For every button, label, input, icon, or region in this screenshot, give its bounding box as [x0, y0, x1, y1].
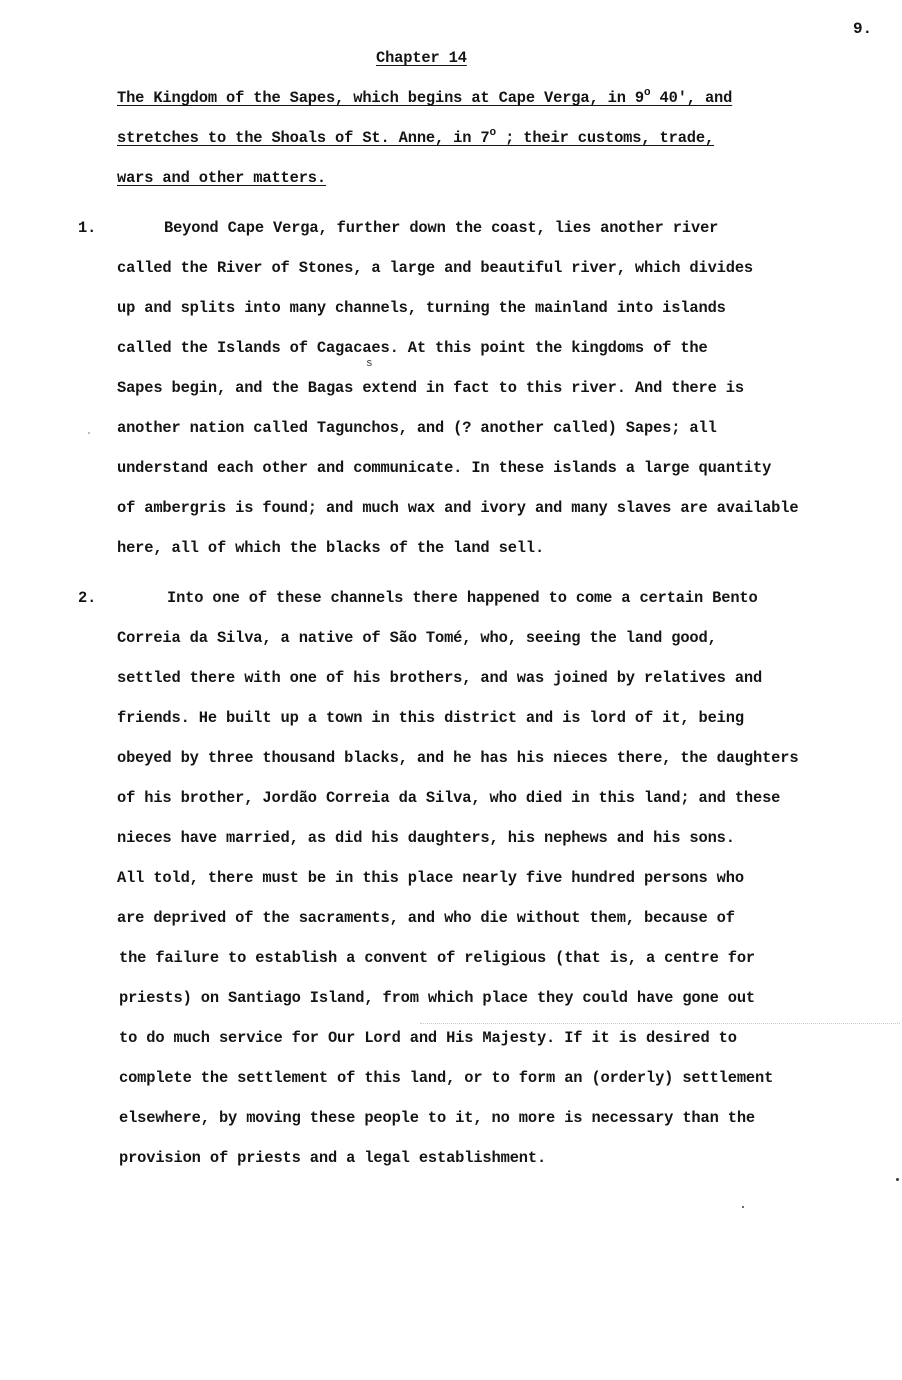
paragraph-line: Beyond Cape Verga, further down the coast, lies another river — [164, 219, 719, 237]
paragraph-line: another nation called Tagunchos, and (? another called) Sapes; all — [117, 419, 717, 437]
paragraph-line: called the River of Stones, a large and beautiful river, which divides — [117, 259, 754, 277]
paragraph-line: priests) on Santiago Island, from which place they could have gone out — [119, 989, 756, 1007]
paragraph-line: complete the settlement of this land, or to form an (orderly) settlement — [119, 1069, 774, 1087]
paragraph-line: obeyed by three thousand blacks, and he has his nieces there, the daughters — [117, 749, 799, 767]
chapter-title: Chapter 14 — [376, 49, 467, 67]
chapter-heading-line-1: The Kingdom of the Sapes, which begins at Cape Verga, in 9$^o$ 40', and — [117, 87, 733, 107]
paragraph-line: the failure to establish a convent of religious (that is, a centre for — [119, 949, 756, 967]
paragraph-line: to do much service for Our Lord and His Majesty. If it is desired to — [119, 1029, 737, 1047]
paragraph-line: settled there with one of his brothers, and was joined by relatives and — [117, 669, 763, 687]
paragraph-line: nieces have married, as did his daughters, his nephews and his sons. — [117, 829, 735, 847]
chapter-heading-line-2: stretches to the Shoals of St. Anne, in 7$^o$ ; their customs, trade, — [117, 127, 715, 147]
ink-speck — [742, 1206, 744, 1208]
paragraph-number: 2. — [78, 589, 97, 607]
paragraph-line: provision of priests and a legal establishment. — [119, 1149, 547, 1167]
paragraph-line: elsewhere, by moving these people to it, no more is necessary than the — [119, 1109, 756, 1127]
paragraph-line: All told, there must be in this place nearly five hundred persons who — [117, 869, 744, 887]
paragraph-line: understand each other and communicate. In these islands a large quantity — [117, 459, 772, 477]
paragraph-line: Correia da Silva, a native of São Tomé, who, seeing the land good, — [117, 629, 717, 647]
paragraph-line: friends. He built up a town in this district and is lord of it, being — [117, 709, 744, 727]
chapter-heading-line-3: wars and other matters. — [117, 169, 326, 187]
paragraph-line: here, all of which the blacks of the land sell. — [117, 539, 545, 557]
paragraph-line: Sapes begin, and the Bagas extend in fact to this river. And there is — [117, 379, 744, 397]
paragraph-line: of ambergris is found; and much wax and ivory and many slaves are available — [117, 499, 799, 517]
paragraph-line: called the Islands of Cagacaes. At this point the kingdoms of the — [117, 339, 708, 357]
page-number: 9. — [853, 20, 872, 38]
paragraph-line: are deprived of the sacraments, and who die without them, because of — [117, 909, 735, 927]
paragraph-number: 1. — [78, 219, 97, 237]
paragraph-line: of his brother, Jordão Correia da Silva, who died in this land; and these — [117, 789, 781, 807]
ink-speck — [896, 1178, 899, 1181]
paragraph-line: Into one of these channels there happened to come a certain Bento — [167, 589, 758, 607]
ink-speck — [88, 432, 90, 434]
handwritten-cedilla-mark: s — [366, 358, 373, 370]
paragraph-line: up and splits into many channels, turning the mainland into islands — [117, 299, 726, 317]
scan-smudge-line — [420, 1023, 900, 1024]
